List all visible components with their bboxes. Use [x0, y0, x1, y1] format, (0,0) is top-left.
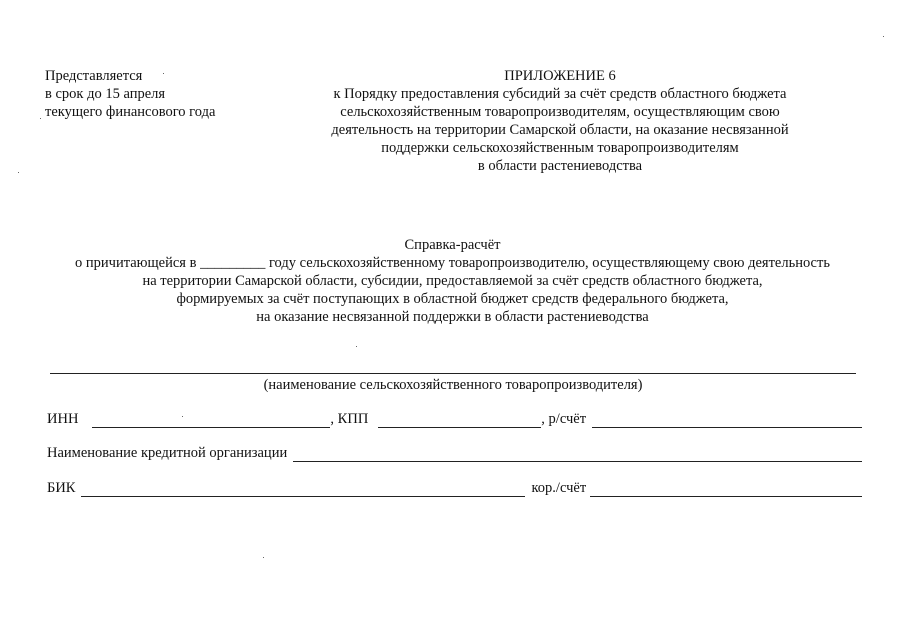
account-field[interactable]: [592, 412, 862, 428]
appendix-number: ПРИЛОЖЕНИЕ 6: [504, 68, 616, 84]
inn-kpp-account-row: [47, 410, 862, 428]
appendix-line: в области растениеводства: [477, 158, 643, 174]
appendix-line: деятельность на территории Самарской области, на оказание несвязанной: [331, 122, 789, 138]
bik-field[interactable]: [81, 481, 525, 497]
appendix-line: поддержки сельскохозяйственным товаропроизводителям: [381, 140, 739, 156]
appendix-line: к Порядку предоставления субсидий за счёт средств областного бюджета: [333, 86, 787, 102]
bik-label: БИК: [47, 480, 76, 496]
bank-name-row: [47, 444, 862, 462]
appendix-line: сельскохозяйственным товаропроизводителям, осуществляющим свою: [340, 104, 780, 120]
scan-speck: [356, 346, 357, 347]
title-line: на территории Самарской области, субсидии, предоставляемой за счёт средств областного бюджета,: [142, 273, 763, 289]
scan-speck: [163, 73, 164, 74]
scan-speck: [263, 557, 264, 558]
kpp-field[interactable]: [378, 412, 541, 428]
corr-account-label: кор./счёт: [531, 480, 587, 496]
producer-name-field[interactable]: [50, 373, 856, 374]
producer-name-caption: (наименование сельскохозяйственного товаропроизводителя): [263, 377, 643, 393]
submission-note-line: в срок до 15 апреля: [45, 86, 166, 102]
scan-speck: [883, 36, 884, 37]
bik-corr-account-row: [47, 479, 862, 497]
scan-speck: [40, 118, 41, 119]
kpp-label: , КПП: [330, 411, 369, 427]
submission-note-line: Представляется: [45, 68, 143, 84]
bank-name-field[interactable]: [293, 446, 862, 462]
account-label: , р/счёт: [541, 411, 587, 427]
title-line: формируемых за счёт поступающих в областной бюджет средств федерального бюджета,: [176, 291, 729, 307]
scan-speck: [18, 172, 19, 173]
corr-account-field[interactable]: [590, 481, 862, 497]
inn-field[interactable]: [92, 412, 330, 428]
document-title-block: [30, 236, 875, 326]
appendix-header: [300, 67, 820, 175]
submission-deadline-note: [45, 67, 265, 121]
scan-speck: [182, 416, 183, 417]
document-title: Справка-расчёт: [404, 237, 501, 253]
title-line: о причитающейся в _________ году сельскохозяйственному товаропроизводителю, осуществляющему свою деятельность: [75, 255, 830, 271]
submission-note-line: текущего финансового года: [45, 104, 216, 120]
inn-label: ИНН: [47, 411, 79, 427]
title-line: на оказание несвязанной поддержки в области растениеводства: [256, 309, 649, 325]
bank-name-label: Наименование кредитной организации: [47, 445, 288, 461]
